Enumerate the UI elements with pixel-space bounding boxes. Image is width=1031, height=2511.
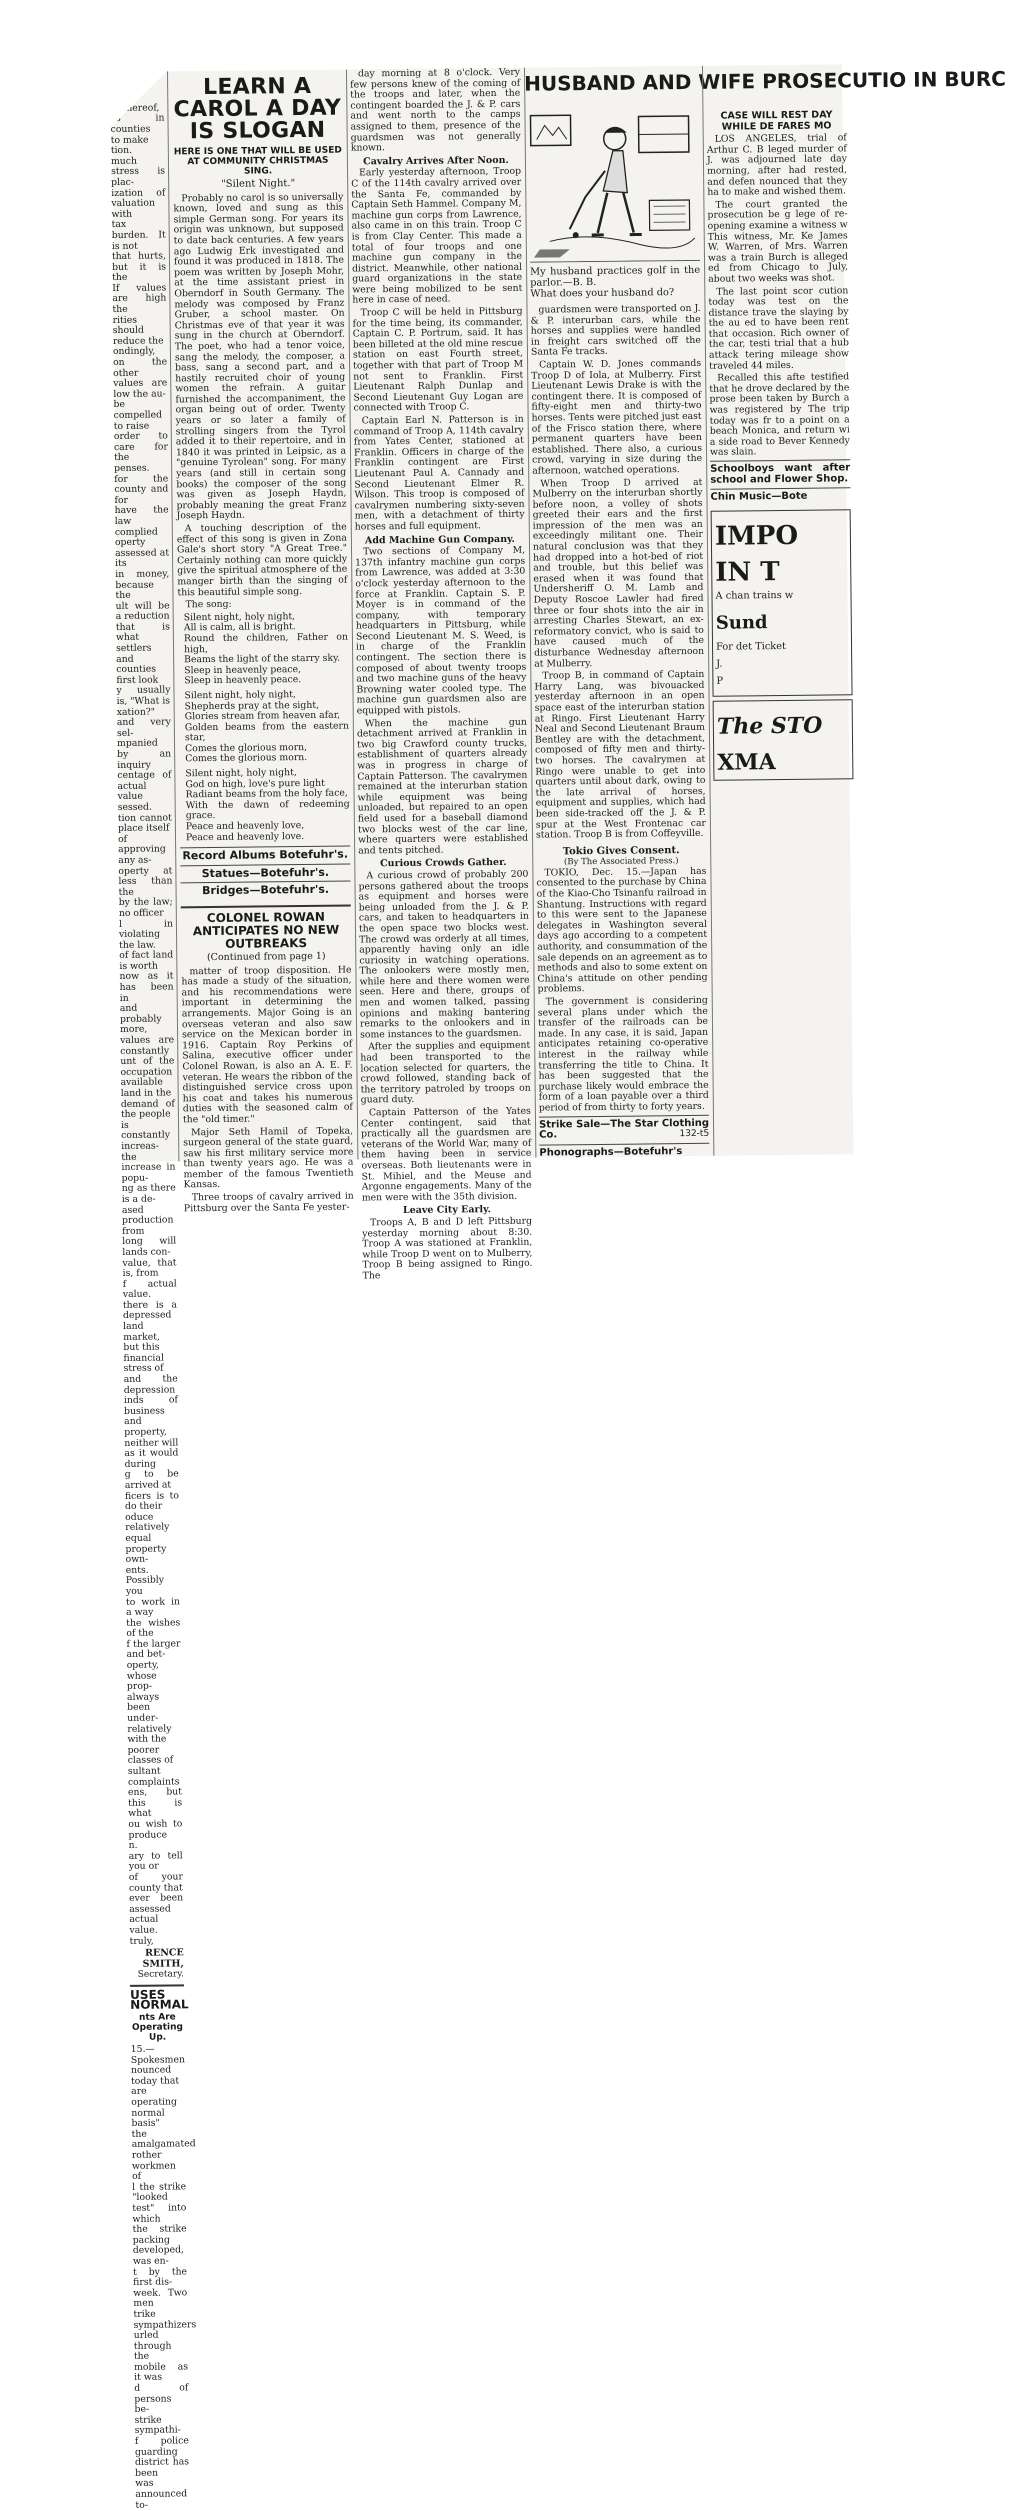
left-edge-line: ult will be a reduction <box>115 600 170 623</box>
rowan-headline: COLONEL ROWAN ANTICIPATES NO NEW OUTBREAKS <box>181 905 351 952</box>
signature: RENCE SMITH, <box>142 1947 184 1970</box>
left-edge-line: f actual value. <box>122 1278 177 1301</box>
left-edge-line: operty, whose prop- <box>126 1659 159 1693</box>
troops-paragraph: Early yesterday afternoon, Troop C of the 114th cavalry arrived over the Santa Fe, commanded by Captain Seth Hammel. Company M, machine gun corps from Lawrence, also came in on this train. Troop C is from Clay Center. This made a total of four troops and one machine gun company in the district. Meanwhile, other national guard organizations in the state were being mobilized to be sent here in case of need. <box>351 166 523 306</box>
column-cartoon <box>524 66 714 1158</box>
left-edge-line: demand of the people <box>120 1097 175 1121</box>
chin-music-ad: Chin Music—Bote <box>710 487 850 506</box>
crosshead-leave: Leave City Early. <box>402 1204 491 1217</box>
left-edge-line: mpanied by an inquiry <box>116 737 172 771</box>
left-edge-line: y usually is, "What is <box>116 684 171 708</box>
left-edge-line: that is what settlers <box>115 621 170 655</box>
carol-verse-line: Silent night, holy night, <box>185 767 297 780</box>
left-edge-line: centage of actual value <box>117 769 172 803</box>
column-carol <box>168 70 358 1214</box>
troops-paragraph: After the supplies and equipment had been transported to the location selected for quarters, the crowd followed, standing back of the territory patroled by troops on guard duty. <box>360 1040 531 1106</box>
left-edge-line: ens, but this is what <box>127 1786 183 1820</box>
important-ad-line1: IMPO <box>714 520 799 552</box>
carol-verse-line: Peace and heavenly love. <box>185 830 305 843</box>
troops-continued-text <box>530 304 706 841</box>
troops-paragraph: A curious crowd of probably 200 persons gathered about the troops as equipment and horses were being unloaded from the J. & P. cars, and taken to headquarters in the open space two blocks west. The crowd was orderly at all times, apparently having only an idle curiosity in watching operations. The onlookers were mostly men, while here and there women were seen. Here and there, groups of men and women talked, passing opinions and making bantering remarks to the onlookers and in some instances to the guardsmen. <box>358 868 531 1041</box>
left-edge-line: tion. <box>110 144 133 157</box>
strike-sale-ad <box>539 1114 709 1144</box>
left-edge-line: in money, because the <box>115 568 170 602</box>
left-edge-line: g to be arrived at <box>124 1468 179 1491</box>
left-edge-line: operty assessed at its <box>114 536 170 570</box>
tokio-headline: Tokio Gives Consent. <box>562 844 680 858</box>
normal-article-line: mobile as it was <box>133 2361 189 2384</box>
left-edge-line: actual value. <box>129 1913 159 1936</box>
normal-article-text <box>130 2043 197 2511</box>
normal-article-line: are operating <box>131 2086 178 2108</box>
burch-article-text <box>707 133 850 458</box>
left-edge-line: long will lands con- <box>122 1235 177 1258</box>
left-edge-line: to work in a way <box>125 1595 181 1619</box>
crosshead-machine-gun: Add Machine Gun Company. <box>364 533 515 546</box>
strike-sale-code: 132-t5 <box>679 1128 710 1140</box>
tokio-paragraph: TOKIO, Dec. 15.—Japan has consented to the purchase by China of the Kiao-Cho Tsinanfu railroad in Shantung. Instructions with regard to this were sent to the Japanese delegates in Washington several days ago according to a competent authority, and consummation of the sale depends on an agreement as to methods and also to some extent on China's attitude on other pending problems. <box>536 865 708 995</box>
left-edge-line: be compelled to raise <box>113 399 163 432</box>
normal-article-line: f police guarding <box>134 2435 189 2458</box>
important-ad-line2: IN T <box>715 556 780 588</box>
store-ad-line2: XMA <box>717 748 776 776</box>
carol-headline: LEARN A CAROL A DAY IS SLOGAN <box>173 73 342 145</box>
left-edge-line: the increase in popu- <box>121 1151 176 1184</box>
column-right-edge <box>702 64 857 1155</box>
strike-sale-text: Strike Sale—The Star Clothing Co. <box>538 1117 710 1141</box>
left-edge-line: lands <box>110 81 136 93</box>
left-edge-line: ents. Possibly you <box>125 1564 165 1597</box>
store-ad <box>713 699 854 780</box>
tokio-article-text <box>536 867 709 1114</box>
left-edge-line: have the law complied <box>114 504 169 538</box>
rowan-continued: (Continued from page 1) <box>206 950 326 964</box>
botefuhr-ad: Bridges—Botefuhr's. <box>180 881 350 900</box>
carol-verse-line: Comes the glorious morn, <box>185 741 308 755</box>
normal-article-line: t by the first dis- <box>132 2265 188 2289</box>
left-edge-line: tion cannot place itself <box>117 811 172 835</box>
carol-paragraph: A touching description of the effect of this song is given in Zona Gale's short story "A Great Tree." Certainly nothing can more quickly give the spiritual atmosphere of the manger birth than the singing of this beautiful simple song. <box>176 521 348 598</box>
normal-article-line: urled through the <box>133 2329 172 2363</box>
normal-article-line: test" into which <box>132 2202 187 2225</box>
botefuhr-ad: Record Albums Botefuhr's. <box>180 846 350 865</box>
troops-paragraph: When the machine gun detachment arrived at Franklin in two big Crawford county trucks, establishment of quarters already was in progress in charge of Captain Patterson. The cavalrymen remained at the interurban station while equipment was being unloaded, but repaired to an open field used for a baseball diamond two blocks west of the car line, where quarters were established and tents pitched. <box>356 716 529 857</box>
normal-subhead: nts Are Operating Up. <box>131 2012 184 2043</box>
normal-article-line: strike sympathi- <box>134 2414 181 2437</box>
burch-paragraph: The court granted the prosecution be g lege of re-opening examine a witness w This witness, Mr. Ke James W. Warren, of Mrs. Warren was a train Burch is alleged ed from Chicago to July, about two weeks was shot. <box>707 198 849 285</box>
normal-headline: USES NORMAL <box>130 1984 184 2011</box>
left-edge-line: that hurts, but it is the <box>111 250 167 284</box>
column-troops <box>346 66 536 1282</box>
troops-continued-paragraph: Troop B, in command of Captain Harry Lang, was bivouacked yesterday afternoon in an open space east of the interurban station at Ringo. First Lieutenant Harry Neal and Second Lieutenant Braum Bentley are with the detachment, composed of fifty men and thirty-two horses. The cavalrymen at Ringo were unable to get into quarters until about dark, owing to the late arrival of horses, equipment and supplies, which had been side-tracked off the J. & P. spur at the West Frontenac car station. Troop B is from Coffeyville. <box>534 669 706 841</box>
normal-article-line: normal basis" <box>131 2107 165 2130</box>
crosshead-cavalry: Cavalry Arrives After Noon. <box>363 154 509 168</box>
important-ad <box>711 509 853 696</box>
left-edge-line: sessed. <box>117 801 152 813</box>
golf-cartoon <box>528 110 700 263</box>
carol-article-text <box>173 192 347 598</box>
carol-verse-line: Golden beams from the eastern star, <box>184 720 349 744</box>
left-edge-line: ased production from <box>121 1204 174 1237</box>
troops-text-1 <box>350 68 521 155</box>
torn-corner <box>108 60 178 130</box>
left-edge-line: much stress is plac- <box>110 155 166 188</box>
troops-text-2 <box>351 167 525 533</box>
left-edge-line: ed of <box>110 91 134 104</box>
important-ad-p: P <box>716 675 724 687</box>
troops-paragraph: Troop C will be held in Pittsburg for the time being, its commander, Captain C. P. Portrum, said. It has been billeted at the old mine rescue station on east Fourth street, together with that part of Troop M not sent to Franklin. First Lieutenant Ralph Dunlap and Second Lieutenant Guy Logan are connected with Troop C. <box>352 305 524 414</box>
newspaper-scan <box>109 64 1007 2511</box>
left-edge-line: there is a depressed <box>122 1299 177 1322</box>
burch-paragraph: LOS ANGELES, trial of Arthur C. B leged murder of J. was adjourned late day morning, after had rested, and defen nounced that they ha to make and wished them. <box>706 132 848 198</box>
carol-verse-line: Radiant beams from the holy face, <box>185 787 348 801</box>
left-edge-line: truly, <box>129 1935 154 1947</box>
left-edge-line: value, that is, from <box>122 1256 177 1280</box>
left-edge-line: ately <box>109 70 134 83</box>
left-edge-line: rities should reduce the <box>112 314 164 347</box>
left-edge-line: the wishes of the <box>126 1617 181 1640</box>
left-edge-line: ng as there is a de- <box>121 1182 176 1205</box>
burch-paragraph: Recalled this afte testified that he drove declared by the prose been taken by Burch a was registered by The trip today was fr to a point on a beach Monica, and return wi a side road to Bever Kennedy was slain. <box>709 371 850 459</box>
carol-title: "Silent Night." <box>221 178 296 190</box>
rowan-article-text <box>181 965 354 1214</box>
left-edge-line: to make <box>110 134 149 146</box>
left-edge-line: now as it has been in <box>119 970 174 1004</box>
banner-right: PROSECUTIO IN BURC <box>761 66 1007 94</box>
left-edge-line: l in violating the law. <box>118 917 173 951</box>
rowan-paragraph: Major Seth Hamil of Topeka, surgeon general of the state guard, saw his first military service more than twenty years ago. He was a member of the famous Twentieth Kansas. <box>183 1125 354 1191</box>
carol-verse-line: Comes the glorious morn. <box>185 752 308 765</box>
carol-verse-line: Glories stream from heaven afar, <box>184 709 341 723</box>
left-edge-line: as it would during <box>124 1447 179 1470</box>
carol-verse-line: Sleep in heavenly peace, <box>184 663 302 676</box>
left-edge-line: unt of the occupation <box>120 1055 175 1078</box>
troops-text-4 <box>358 870 531 1204</box>
carol-subhead: HERE IS ONE THAT WILL BE USED AT COMMUNITY CHRISTMAS SING. <box>173 145 342 177</box>
left-edge-line: and the depression <box>123 1373 178 1396</box>
left-edge-line: sultant complaints <box>127 1765 180 1788</box>
rowan-paragraph: matter of troop disposition. He has made a study of the situation, and his recommendations were important in determining the arrangements. Major Going is an overseas veteran and also saw service on the Mexican border in 1916. Captain Roy Perkins of Salina, executive officer under Colonel Rowan, is also an A. E. F. veteran. He wears the ribbon of the distinguished service cross upon his coat and takes his numerous duties with the seasoned calm of the "old timer." <box>181 964 353 1126</box>
left-edge-line: oduce relatively equal <box>125 1511 170 1544</box>
important-ad-trains: A chan trains w <box>715 589 794 602</box>
left-edge-line: ondingly, on the other <box>112 345 168 379</box>
troops-paragraph: Captain Earl N. Patterson is in command of Troop A, 114th cavalry from Yates Center, stationed at Franklin. Officers in charge of the Franklin contingent are First Lieutenant Paul A. Cannady and Second Lieutenant Elmer R. Wilson. This troop is composed of cavalrymen numbering sixty-seven men, with a detachment of thirty horses and full equipment. <box>353 413 525 533</box>
left-edge-line: financial stress of <box>123 1352 164 1375</box>
left-edge-line: values are low the au- <box>113 377 168 400</box>
carol-verse-line: Silent night, holy night, <box>184 689 296 702</box>
carol-verse-line: Shepherds pray at the sight, <box>184 699 320 712</box>
normal-article-line: week. Two men <box>133 2287 188 2310</box>
carol-verse-line: Beams the light of the starry sky. <box>184 652 341 666</box>
banner-spacer <box>706 64 846 109</box>
left-edge-line: is constantly increas- <box>120 1119 170 1152</box>
important-ad-j: J. <box>716 658 723 670</box>
troops-paragraph: Two sections of Company M, 137th infantry machine gun corps from Lawrence, was added at 3:30 o'clock yesterday afternoon to the force at Franklin. Captain S. P. Moyer is in command of the company, with temporary headquarters in Pittsburg, while Second Lieutenant M. S. Weed, is in charge of the Franklin contingent. The section there is composed of about twenty troops and two machine guns of the heavy Browning water cooled type. The machine gun guardsmen also are equipped with pistols. <box>355 544 527 717</box>
left-edge-line: property own- <box>125 1543 167 1566</box>
carol-ads <box>180 846 351 901</box>
normal-article-line: nounced today that <box>130 2064 180 2087</box>
left-edge-line: land market, but this <box>123 1320 160 1354</box>
troops-text-3 <box>355 546 528 857</box>
left-edge-line: and probably more, <box>119 1003 162 1036</box>
normal-article-line: 15.—Spokesmen <box>130 2043 186 2066</box>
troops-continued-paragraph: guardsmen were transported on J. & P. interurban cars, while the horses and supplies were handled in freight cars switched off the Santa Fe tracks. <box>530 302 701 359</box>
left-edge-line: ou wish to produce <box>128 1818 183 1841</box>
carol-verse <box>184 611 349 687</box>
left-edge-line: order to care for the <box>113 430 168 464</box>
carol-verses <box>178 611 350 843</box>
tokio-byline: (By The Associated Press.) <box>563 856 679 868</box>
normal-article-line: developed, was en- <box>132 2244 185 2267</box>
left-edge-line: f the larger and bet- <box>126 1638 181 1661</box>
normal-article-line: the amalgamated <box>131 2128 196 2151</box>
left-edge-line: If values are high the <box>112 282 167 316</box>
left-edge-line: rs thereof, <box>110 102 160 114</box>
left-edge-line: for the county and for <box>114 472 169 506</box>
left-edge-line: ficers is to do their <box>124 1489 179 1513</box>
carol-verse <box>184 689 349 765</box>
left-edge-line: n. <box>128 1839 138 1852</box>
troops-paragraph: Captain Patterson of the Yates Center contingent, said that practically all the guardsmen are veterans of the World War, many of them having been in service overseas. Both lieutenants were in St. Mihiel, and the Meuse and Argonne engagements. Many of the men were with the 35th division. <box>360 1105 532 1204</box>
left-edge-line: property, neither will <box>124 1426 179 1449</box>
left-edge-line: available land in the <box>120 1076 172 1099</box>
left-edge-line: and counties first look <box>116 653 159 686</box>
normal-article-line: was announced to- <box>135 2478 188 2511</box>
left-edge-line: operty at less than the <box>118 864 173 898</box>
burch-paragraph: The last point scor cution today was test on the distance trave the slaying by the au ed to have been rent that occasion. Rich owner of the car, testi trial that a hub attack tering mileage show traveled 44 miles. <box>708 284 850 372</box>
carol-verse-line: God on high, love's pure light <box>185 777 325 790</box>
carol-verse <box>185 768 350 844</box>
tokio-paragraph: The government is considering several plans under which the transfer of the railroads can be made. In any case, it is said, Japan anticipates retaining co-operative interest in the railway while transferring the title to China. It has been suggested that the purchase likely would embrace the form of a loan payable over a third period of from thirty to forty years. <box>537 994 709 1114</box>
left-edge-line: es in counties <box>110 112 165 135</box>
left-edge-line: of approving any as- <box>117 833 166 866</box>
golf-cartoon-drawing <box>528 110 698 262</box>
carol-verse-line: With the dawn of redeeming grace. <box>185 798 350 822</box>
left-edge-line: always been under- <box>126 1691 160 1724</box>
rowan-paragraph: Three troops of cavalry arrived in Pittsburg over the Santa Fe yester- <box>183 1190 354 1214</box>
important-ad-ticket: For det Ticket <box>715 640 787 653</box>
important-ad-sunday: Sund <box>715 611 768 634</box>
burch-subhead: CASE WILL REST DAY WHILE DE FARES MO <box>720 109 833 133</box>
carol-verse-line: Round the children, Father on high, <box>183 631 348 655</box>
left-edge-line: values are constantly <box>120 1034 175 1057</box>
left-edge-line: relatively with the <box>127 1723 172 1746</box>
carol-verse-line: Peace and heavenly love, <box>185 820 305 833</box>
crosshead-crowds: Curious Crowds Gather. <box>380 857 507 870</box>
carol-verse-line: Silent night, holy night, <box>183 610 296 624</box>
cartoon-caption: My husband practices golf in the parlor.—B. B. What does your husband do? <box>530 264 701 300</box>
left-edge-line: inds of business and <box>123 1394 178 1428</box>
left-edge-line: of your county that <box>128 1871 183 1894</box>
song-label: The song: <box>185 598 232 611</box>
phonographs-ad: Phonographs—Botefuhr's <box>539 1143 709 1162</box>
troops-continued-paragraph: When Troop D arrived at Mulberry on the interurban shortly before noon, a volley of shots greeted their ears and the first impression of the men was an exceedingly militant one. Their natural conclusion was that they had dropped into a hot-bed of riot and trouble, but this belief was erased when it was found that Undersheriff O. M. Lamb and Deputy Roscoe Lawler had fired three or four shots into the air in arresting Charles Stewart, an ex-reformatory convict, who is said to have caused much of the disturbance Wednesday afternoon at Mulberry. <box>532 476 705 670</box>
left-edge-line: by the law; no officer <box>118 896 173 919</box>
left-edge-line: poorer classes of <box>127 1744 174 1767</box>
normal-article-line: the strike packing <box>132 2223 187 2246</box>
troops-text-5 <box>362 1217 533 1282</box>
left-edge-line: penses. <box>114 462 150 474</box>
troops-continued-paragraph: Captain W. D. Jones commands Troop D of Iola, at Mulberry. First Lieutenant Lewis Drake is with the contingent there. It is composed of fifty-eight men and thirty-two horses. Tents were pitched just east of the Frisco station there, where permanent quarters have been established. There also, a curious crowd, varying in size during the afternoon, watched operations. <box>531 357 703 477</box>
left-edge-line: ization of valuation with <box>111 186 166 220</box>
normal-article-line: rother workmen of <box>131 2149 176 2183</box>
left-edge-line: ever been assessed <box>129 1892 184 1915</box>
troops-paragraph: Troops A, B and D left Pittsburg yesterday morning about 8:30. Troop A was stationed at Franklin, while Troop D went on to Mulberry, Troop B being assigned to Ringo. The <box>362 1215 533 1282</box>
banner-left: HUSBAND AND WIFE <box>524 69 756 96</box>
normal-article-line: trike sympathizers <box>133 2308 197 2331</box>
troops-paragraph: day morning at 8 o'clock. Very few persons knew of the coming of the troops and later, when the contingent boarded the J. & P. cars and went north to the camps assigned to them, presence of the guardsmen was not generally known. <box>350 66 521 154</box>
normal-article-line: district has been <box>134 2456 190 2479</box>
carol-verse-line: Sleep in heavenly peace. <box>184 674 302 687</box>
signature-role: Secretary. <box>137 1969 184 1981</box>
schoolboys-ad: Schoolboys want after school and Flower Shop. <box>710 459 850 489</box>
botefuhr-ad: Statues—Botefuhr's. <box>180 863 350 882</box>
carol-paragraph: Probably no carol is so universally known, loved and sung as this simple German song. For years its origin was unknown, but supposed to date back centuries. A few years ago Ludwig Erk investigated and found it was produced in 1818. The poem was written by Joseph Mohr, at the time assistant priest in Oberndorf in South Germany. The melody was composed by Franz Gruber, a school master. On Christmas eve of that year it was sung in the church at Oberndorf. The poet, who had a tenor voice, sang the melody, the composer, a bass, sang a second part, and a hastily recruited choir of young women the refrain. A guitar furnished the accompaniment, the organ being out of order. Twenty years or so later a family of strolling singers from the Tyrol added it to their repertoire, and in 1840 it was printed in Leipsic, as a "genuine Tyrolean" song. For many years (and still in certain song books) the composer of the song was given as Joseph Haydn, probably meaning the great Franz Joseph Haydn. <box>173 191 347 522</box>
left-edge-line: of fact land is worth <box>119 949 174 972</box>
left-edge-line: xation?" and very sel- <box>116 706 171 739</box>
left-edge-line: ary to tell you or <box>128 1850 183 1873</box>
normal-article-line: d of persons be- <box>134 2382 189 2416</box>
normal-article-line: l the strike "looked <box>132 2181 187 2204</box>
left-edge-line: tax burden. It is not <box>111 219 166 252</box>
carol-verse-line: All is calm, all is bright. <box>183 621 296 634</box>
store-ad-line1: The STO <box>716 712 823 740</box>
